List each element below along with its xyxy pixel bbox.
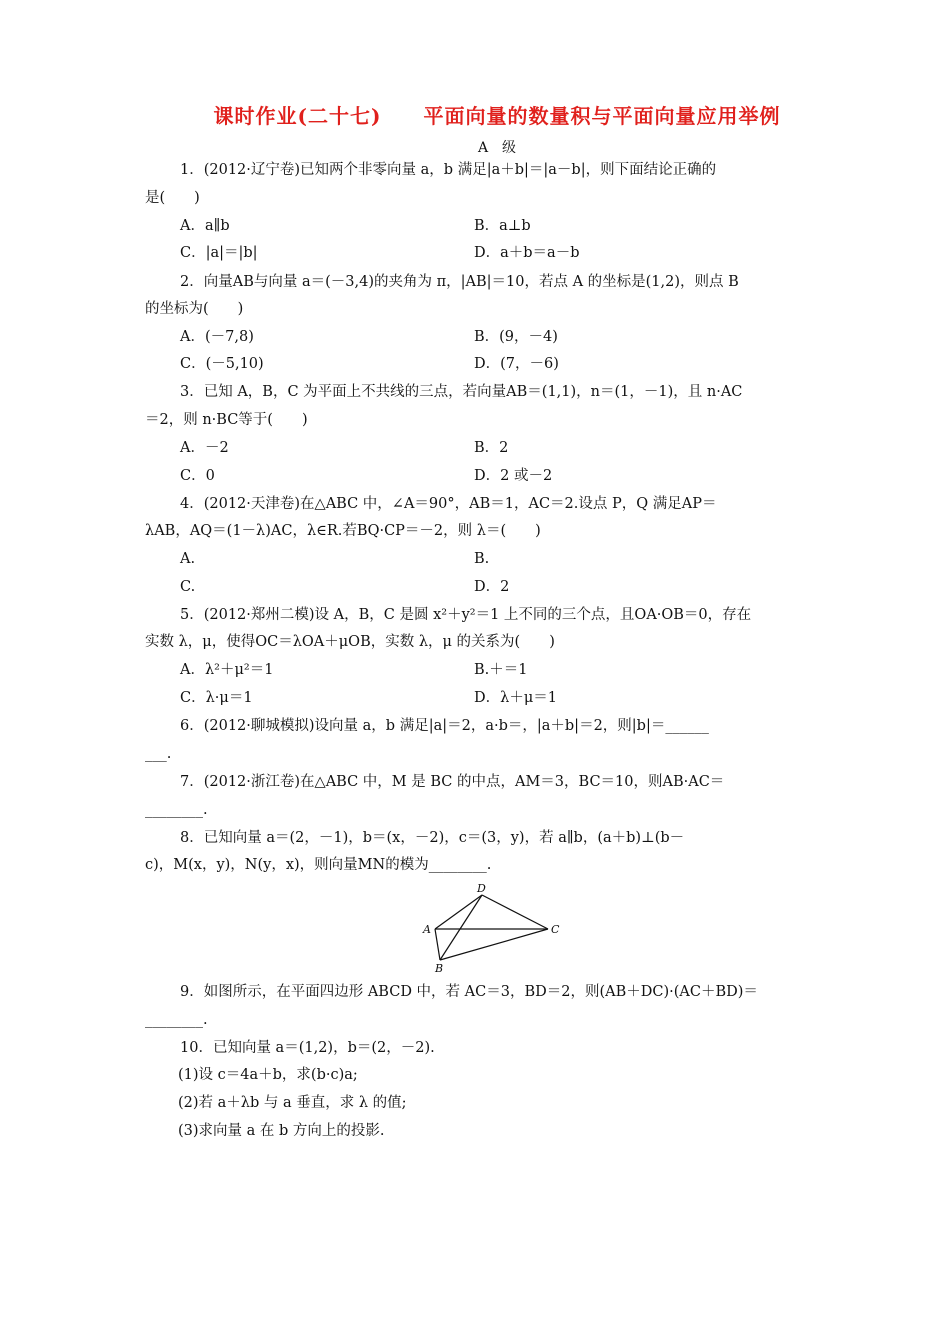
q2-option-b: B．(9，－4) [474,329,558,345]
q1-stem-line1: 1．(2012·辽宁卷)已知两个非零向量 a，b 满足|a＋b|＝|a－b|，则下面结论正确的 [180,162,717,178]
q4-option-b: B. [474,551,490,567]
q6-stem-line1: 6．(2012·聊城模拟)设向量 a，b 满足|a|＝2，a·b＝，|a＋b|＝2，则|b|＝______ [180,718,709,734]
q3-option-a: A．－2 [180,440,229,456]
q2-stem-line2: 的坐标为( ) [145,301,244,317]
page-title: 课时作业(二十七) 平面向量的数量积与平面向量应用举例 [213,104,781,128]
q10-stem: 10．已知向量 a＝(1,2)，b＝(2，－2). [180,1040,435,1056]
quadrilateral-figure [418,880,578,980]
q4-stem-line2: λAB，AQ＝(1－λ)AC，λ∈R.若BQ·CP＝－2，则 λ＝( ) [145,523,541,539]
q2-option-c: C．(－5,10) [180,356,264,372]
q3-stem-line1: 3．已知 A，B，C 为平面上不共线的三点，若向量AB＝(1,1)，n＝(1，－1)，且 n·AC [180,384,743,400]
q2-stem-line1: 2．向量AB与向量 a＝(－3,4)的夹角为 π，|AB|＝10，若点 A 的坐标是(1,2)，则点 B [180,274,739,290]
edge-bc [440,929,548,960]
q10-sub1: (1)设 c＝4a＋b，求(b·c)a; [178,1067,358,1083]
q2-option-d: D．(7，－6) [474,356,559,372]
q5-stem-line2: 实数 λ，μ，使得OC＝λOA＋μOB，实数 λ，μ 的关系为( ) [145,634,555,650]
q1-option-d: D．a＋b＝a－b [474,245,580,261]
q9-stem-line2: ________. [145,1012,208,1028]
q5-option-b: B.＋＝1 [474,662,528,678]
q3-option-c: C．0 [180,468,215,484]
q1-option-b: B．a⊥b [474,218,531,234]
q5-option-a: A．λ²＋μ²＝1 [180,662,274,678]
q3-option-b: B．2 [474,440,509,456]
edge-ab [435,929,440,960]
q8-stem-line1: 8．已知向量 a＝(2，－1)，b＝(x，－2)，c＝(3，y)，若 a∥b，(a＋b)⊥(b－ [180,830,685,846]
vertex-label-d: D [477,882,486,895]
q7-stem-line2: ________. [145,802,208,818]
q1-option-c: C．|a|＝|b| [180,245,258,261]
vertex-label-c: C [551,923,560,936]
q5-option-c: C．λ·μ＝1 [180,690,253,706]
q9-stem-line1: 9．如图所示，在平面四边形 ABCD 中，若 AC＝3，BD＝2，则(AB＋DC)·(AC＋BD)＝ [180,984,758,1000]
q2-option-a: A．(－7,8) [180,329,254,345]
q4-option-a: A. [180,551,196,567]
q4-option-d: D．2 [474,579,510,595]
q4-stem-line1: 4．(2012·天津卷)在△ABC 中，∠A＝90°，AB＝1，AC＝2.设点 P，Q 满足AP＝ [180,496,717,512]
level-heading: A 级 [477,140,517,156]
q5-option-d: D．λ＋μ＝1 [474,690,557,706]
q3-stem-line2: ＝2，则 n·BC等于( ) [145,412,308,428]
vertex-label-a: A [423,923,431,936]
q5-stem-line1: 5．(2012·郑州二模)设 A，B，C 是圆 x²＋y²＝1 上不同的三个点，且OA·OB＝0，存在 [180,607,752,623]
q10-sub3: (3)求向量 a 在 b 方向上的投影. [178,1123,385,1139]
q6-stem-line2: ___. [145,746,172,762]
q1-option-a: A．a∥b [180,218,230,234]
q8-stem-line2: c)，M(x，y)，N(y，x)，则向量MN的模为________. [145,857,492,873]
edge-ad [435,895,482,929]
q1-stem-line2: 是( ) [145,190,200,206]
q4-option-c: C. [180,579,196,595]
q3-option-d: D．2 或－2 [474,468,553,484]
q10-sub2: (2)若 a＋λb 与 a 垂直，求 λ 的值; [178,1095,407,1111]
edge-dc [482,895,548,929]
vertex-label-b: B [435,962,444,975]
q7-stem-line1: 7．(2012·浙江卷)在△ABC 中，M 是 BC 的中点，AM＝3，BC＝10，则AB·AC＝ [180,774,725,790]
